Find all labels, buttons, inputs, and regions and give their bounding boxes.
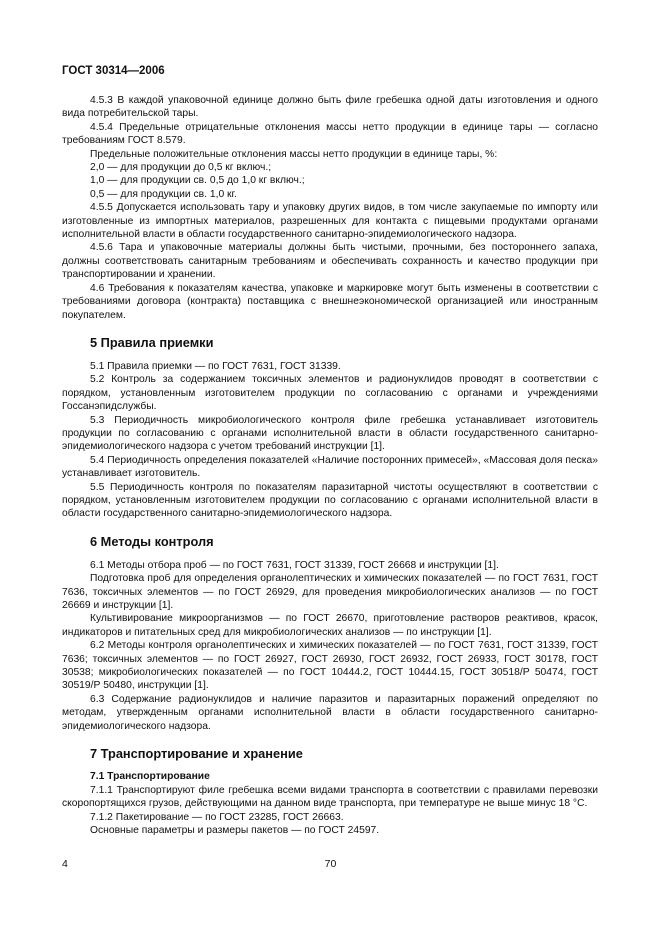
- paragraph-6-3: 6.3 Содержание радионуклидов и наличие паразитов и паразитарных поражений определяют по методам, утвержденным органами исполнительной власти в области государственного санитарно-эпидемиологического надзора.: [62, 693, 598, 732]
- paragraph-deviation-1-0: 1,0 — для продукции св. 0,5 до 1,0 кг включ.;: [90, 175, 305, 187]
- paragraph-5-2: 5.2 Контроль за содержанием токсичных элементов и радионуклидов проводят в соответствии с порядком, установленным изготовителем продукции по согласованию с органами и учреждениями Госсанэпидслужбы.: [62, 374, 598, 413]
- paragraph-6-1: 6.1 Методы отбора проб — по ГОСТ 7631, ГОСТ 31339, ГОСТ 26668 и инструкции [1].: [90, 559, 499, 571]
- paragraph-7-1-2: 7.1.2 Пакетирование — по ГОСТ 23285, ГОСТ 26663.: [90, 811, 344, 823]
- paragraph-4-6: 4.6 Требования к показателям качества, упаковке и маркировке могут быть изменены в соответствии с требованиями договора (контракта) поставщика с внешнеэкономической организацией или иностранным покупателем.: [62, 282, 598, 321]
- paragraph-4-5-4: 4.5.4 Предельные отрицательные отклонения массы нетто продукции в единице тары — согласно требованиям ГОСТ 8.579.: [62, 121, 598, 147]
- page-body: [62, 94, 598, 838]
- section-5-title: 5 Правила приемки: [90, 334, 214, 350]
- paragraph-6-2: 6.2 Методы контроля органолептических и химических показателей — по ГОСТ 7631, ГОСТ 31339, ГОСТ 7636; токсичных элементов — по ГОСТ 26927, ГОСТ 26930, ГОСТ 26932, ГОСТ 26933, ГОСТ 30178, ГОСТ 30538; микробиологических показателей — по ГОСТ 10444.2, ГОСТ 10444.15, ГОСТ 30518/Р 50474, ГОСТ 30519/Р 50480, инструкции [1].: [62, 640, 598, 692]
- section-7-title: 7 Транспортирование и хранение: [90, 746, 303, 762]
- paragraph-6-1-culture: Культивирование микроорганизмов — по ГОСТ 26670, приготовление растворов реактивов, красок, индикаторов и питательных сред для микробиологических анализов — по инструкции [1].: [62, 613, 598, 638]
- page-number-left: 4: [62, 858, 68, 870]
- section-7-1-subtitle: 7.1 Транспортирование: [90, 771, 210, 783]
- paragraph-4-5-6: 4.5.6 Тара и упаковочные материалы должны быть чистыми, прочными, без постороннего запаха, должны соответствовать санитарным требованиям и обеспечивать сохранность и качество продукции при транспортировании и хранении.: [62, 242, 598, 281]
- paragraph-5-1: 5.1 Правила приемки — по ГОСТ 7631, ГОСТ 31339.: [90, 360, 341, 372]
- paragraph-deviation-2-0: 2,0 — для продукции до 0,5 кг включ.;: [90, 162, 272, 174]
- paragraph-6-1-prep: Подготовка проб для определения органолептических и химических показателей — по ГОСТ 7631, ГОСТ 7636, токсичных элементов — по ГОСТ 26929, для проведения микробиологических анализов — по ГОСТ 26669 и инструкции [1].: [62, 573, 598, 611]
- paragraph-4-5-5: 4.5.5 Допускается использовать тару и упаковку других видов, в том числе закупаемые по импорту или изготовленные из импортных материалов, разрешенных для контакта с пищевыми продуктами органами исполнительной власти в области государственного санитарно-эпидемиологического надзора.: [62, 202, 598, 241]
- paragraph-deviation-0-5: 0,5 — для продукции св. 1,0 кг.: [90, 188, 237, 200]
- page-number-center: 70: [324, 858, 337, 870]
- section-6-title: 6 Методы контроля: [90, 533, 214, 549]
- paragraph-5-3: 5.3 Периодичность микробиологического контроля филе гребешка устанавливает изготовитель продукции по согласованию с органами исполнительной власти в области государственного санитарно-эпидемиологического надзора с учетом требований инструкции [1].: [62, 414, 598, 453]
- paragraph-5-4: 5.4 Периодичность определения показателей «Наличие посторонних примесей», «Массовая доля песка» устанавливает изготовитель.: [62, 454, 598, 480]
- document-id: ГОСТ 30314—2006: [62, 65, 165, 77]
- paragraph-4-5-3: 4.5.3 В каждой упаковочной единице должно быть филе гребешка одной даты изготовления и одного вида потребительской тары.: [62, 95, 598, 120]
- paragraph-7-1-1: 7.1.1 Транспортируют филе гребешка всеми видами транспорта в соответствии с правилами перевозки скоропортящихся грузов, действующими на данном виде транспорта, при температуре не выше минус 18 °С.: [62, 785, 598, 810]
- paragraph-positive-deviations: Предельные положительные отклонения массы нетто продукции в единице тары, %:: [90, 148, 498, 160]
- paragraph-package-params: Основные параметры и размеры пакетов — по ГОСТ 24597.: [90, 825, 380, 837]
- paragraph-5-5: 5.5 Периодичность контроля по показателям паразитарной чистоты осуществляют в соответствии с порядком, установленным изготовителем продукции по согласованию с органами исполнительной власти в области государственного санитарно-эпидемиологического надзора.: [62, 481, 598, 520]
